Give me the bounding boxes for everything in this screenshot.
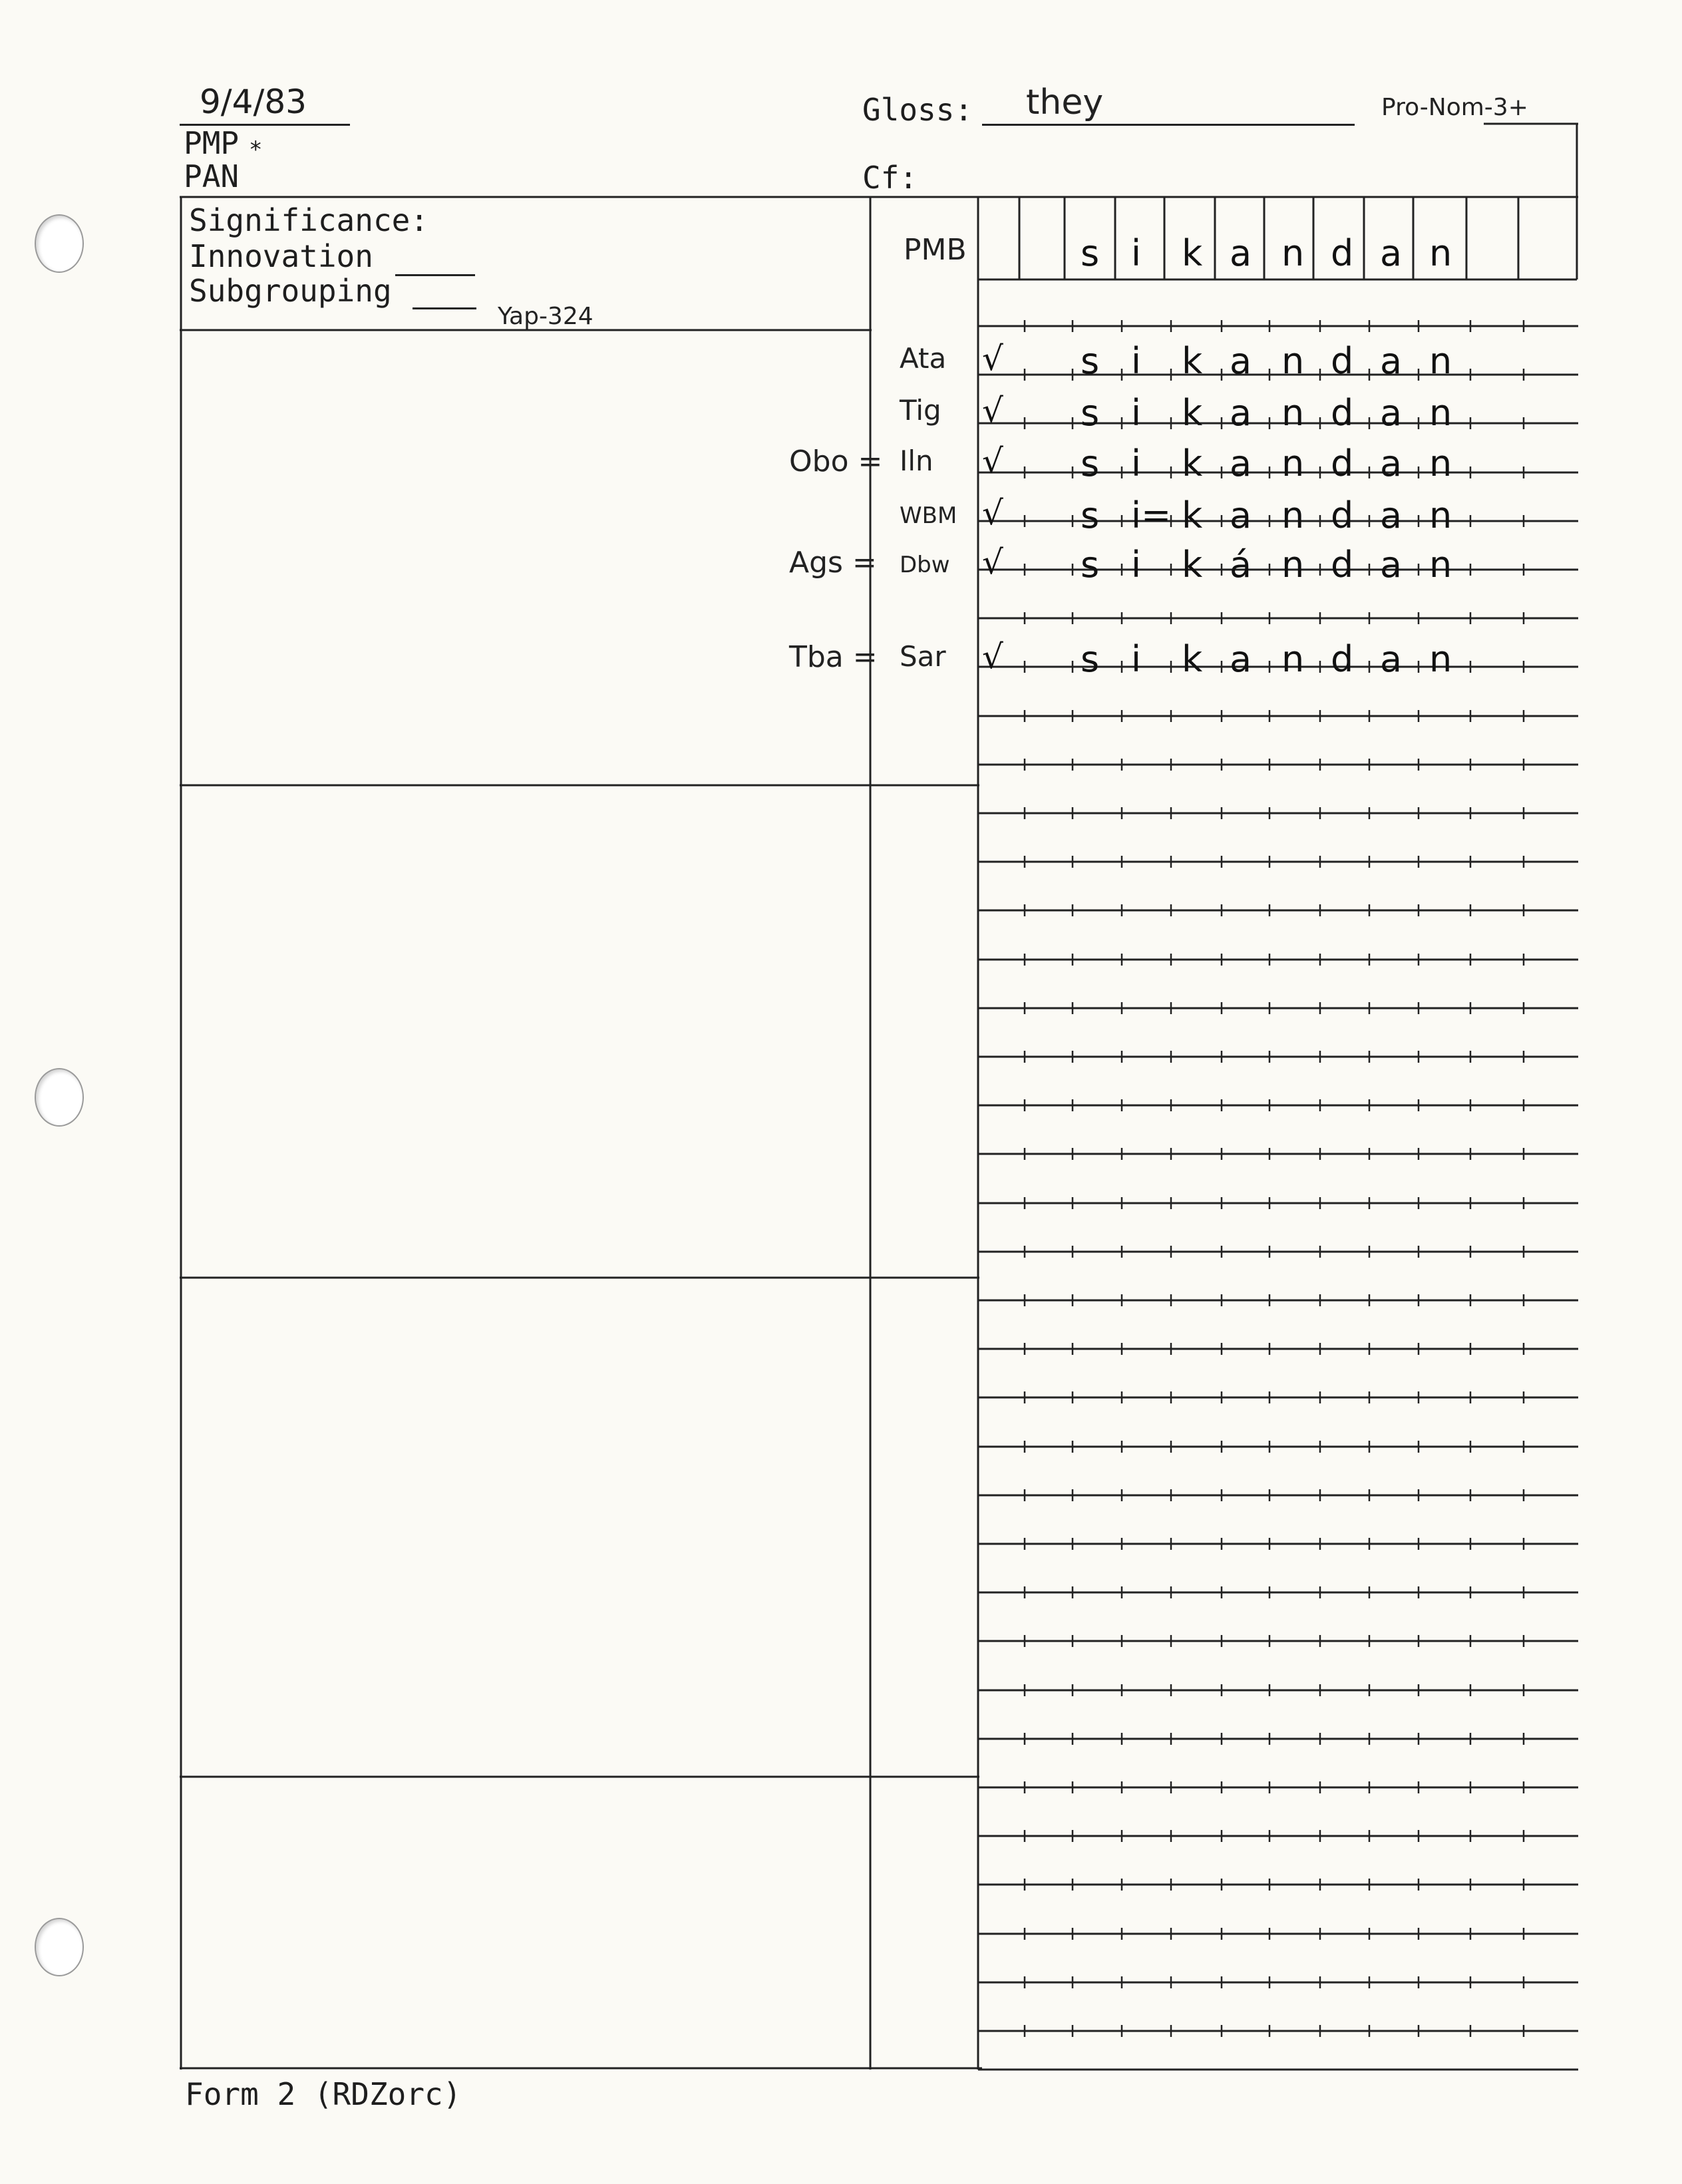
entry-segment: s xyxy=(1081,638,1100,680)
entry-segment: n xyxy=(1429,638,1452,680)
pmb-segment: a xyxy=(1380,232,1403,274)
entry-segment: k xyxy=(1182,494,1203,536)
entry-segment: a xyxy=(1380,443,1403,484)
entry-check-mark: √ xyxy=(982,339,1003,378)
entry-segment: s xyxy=(1081,340,1100,382)
entry-language: Tig xyxy=(900,394,941,427)
entry-check-mark: √ xyxy=(982,442,1003,480)
subgrouping-label: Subgrouping xyxy=(189,273,392,309)
entry-segment: i xyxy=(1131,443,1142,484)
entry-segment: a xyxy=(1380,340,1403,382)
reference-code: Pro-Nom-3+ xyxy=(1381,94,1528,121)
entry-segment: i= xyxy=(1131,494,1172,536)
entry-language: Ata xyxy=(900,342,947,375)
entry-segment: n xyxy=(1429,340,1452,382)
entry-segment: n xyxy=(1429,392,1452,434)
entry-segment: k xyxy=(1182,340,1203,382)
gloss-label: Gloss: xyxy=(862,92,973,128)
entry-segment: a xyxy=(1230,340,1252,382)
pmb-segment: k xyxy=(1182,232,1203,274)
entry-segment: i xyxy=(1131,340,1142,382)
pmp-star: * xyxy=(249,136,263,163)
cf-label: Cf: xyxy=(862,160,918,196)
entry-language: Sar xyxy=(900,640,946,673)
entry-segment: a xyxy=(1380,494,1403,536)
pmb-segment: i xyxy=(1131,232,1142,274)
pan-label: PAN xyxy=(184,158,240,194)
entry-language: Iln xyxy=(900,445,933,477)
entry-segment: k xyxy=(1182,443,1203,484)
entry-segment: d xyxy=(1331,392,1354,434)
entry-segment: a xyxy=(1230,443,1252,484)
entry-segment: a xyxy=(1380,638,1403,680)
entry-check-mark: √ xyxy=(982,543,1003,582)
pmp-label: PMP xyxy=(184,125,240,161)
entry-segment: á xyxy=(1230,544,1252,586)
entry-segment: n xyxy=(1281,392,1305,434)
entry-segment: n xyxy=(1281,638,1305,680)
pmb-segment: n xyxy=(1281,232,1305,274)
subgrouping-blank xyxy=(413,307,476,309)
entry-language: WBM xyxy=(900,502,957,529)
entry-segment: k xyxy=(1182,544,1203,586)
entry-check-mark: √ xyxy=(982,391,1003,430)
entry-segment: d xyxy=(1331,340,1354,382)
gloss-value: they xyxy=(1026,83,1104,122)
entry-segment: s xyxy=(1081,544,1100,586)
pmb-segment: a xyxy=(1230,232,1252,274)
entry-segment: a xyxy=(1230,392,1252,434)
form-label: Form 2 (RDZorc) xyxy=(185,2076,462,2112)
entry-segment: d xyxy=(1331,443,1354,484)
entry-segment: a xyxy=(1230,494,1252,536)
entry-check-mark: √ xyxy=(982,494,1003,532)
entry-segment: a xyxy=(1380,392,1403,434)
entry-segment: i xyxy=(1131,638,1142,680)
entry-segment: a xyxy=(1380,544,1403,586)
entry-segment: s xyxy=(1081,494,1100,536)
entry-segment: d xyxy=(1331,638,1354,680)
innovation-label: Innovation xyxy=(189,238,373,274)
entry-equivalent-language: Obo = xyxy=(789,445,883,478)
gloss-underline xyxy=(982,124,1355,126)
date-field: 9/4/83 xyxy=(200,83,307,121)
entry-language: Dbw xyxy=(900,552,950,578)
entry-segment: n xyxy=(1281,443,1305,484)
entry-segment: s xyxy=(1081,443,1100,484)
entry-segment: d xyxy=(1331,544,1354,586)
innovation-blank xyxy=(395,274,475,276)
entry-segment: n xyxy=(1281,544,1305,586)
pmb-segment: d xyxy=(1331,232,1354,274)
entry-segment: a xyxy=(1230,638,1252,680)
entry-segment: d xyxy=(1331,494,1354,536)
entry-segment: n xyxy=(1429,544,1452,586)
pmb-segment: n xyxy=(1429,232,1452,274)
entry-check-mark: √ xyxy=(982,637,1003,676)
entry-equivalent-language: Ags = xyxy=(789,546,877,580)
entry-segment: i xyxy=(1131,392,1142,434)
entry-segment: n xyxy=(1281,494,1305,536)
entry-segment: k xyxy=(1182,638,1203,680)
significance-note: Yap-324 xyxy=(498,303,593,330)
entry-segment: n xyxy=(1281,340,1305,382)
entry-segment: s xyxy=(1081,392,1100,434)
pmb-segment: s xyxy=(1081,232,1100,274)
entry-segment: n xyxy=(1429,494,1452,536)
entry-segment: k xyxy=(1182,392,1203,434)
entry-segment: n xyxy=(1429,443,1452,484)
entry-equivalent-language: Tba = xyxy=(789,640,878,674)
pmb-language: PMB xyxy=(904,233,967,267)
entry-segment: i xyxy=(1131,544,1142,586)
significance-title: Significance: xyxy=(189,202,429,238)
